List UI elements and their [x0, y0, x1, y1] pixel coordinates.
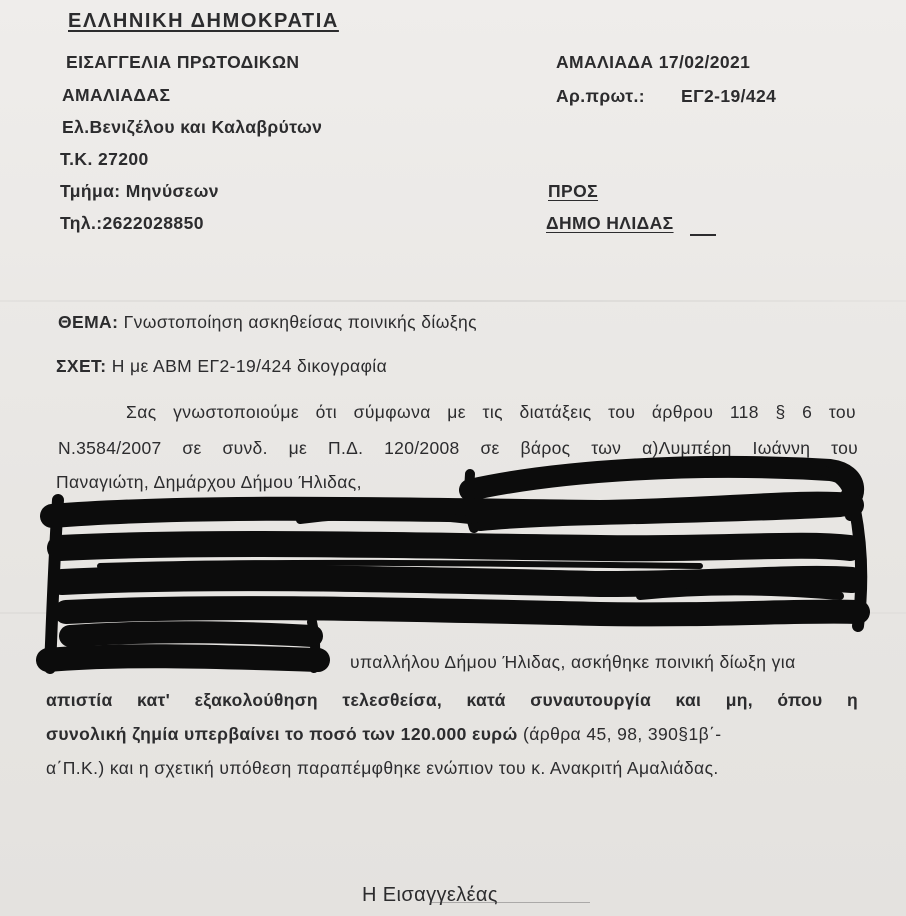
total-damage-statement: συνολική ζημία υπερβαίνει το ποσό των 120.000 ευρώ — [46, 724, 518, 744]
redaction-stroke — [66, 608, 858, 614]
subject-label: ΘΕΜΑ: — [58, 312, 119, 332]
redaction-stroke — [60, 544, 850, 548]
country-heading: ΕΛΛΗΝΙΚΗ ΔΗΜΟΚΡΑΤΙΑ — [68, 10, 339, 32]
office-name-line1: ΕΙΣΑΓΓΕΛΙΑ ΠΡΩΤΟΔΙΚΩΝ — [66, 52, 300, 72]
redaction-stroke — [100, 563, 700, 566]
phone-number: Τηλ.:2622028850 — [60, 213, 204, 233]
subject-text: Γνωστοποίηση ασκηθείσας ποινικής δίωξης — [123, 312, 477, 332]
redaction-stroke — [312, 622, 315, 668]
office-name-line2: ΑΜΑΛΙΑΔΑΣ — [62, 85, 171, 105]
redaction-stroke — [62, 578, 852, 584]
office-address: Ελ.Βενιζέλου και Καλαβρύτων — [62, 117, 323, 137]
redaction-stroke — [640, 591, 840, 596]
redaction-stroke — [50, 500, 58, 668]
body-line-3: Παναγιώτη, Δημάρχου Δήμου Ήλιδας, — [56, 472, 362, 492]
place-date: ΑΜΑΛΙΑΔΑ 17/02/2021 — [556, 52, 751, 72]
body-line-11: α΄Π.Κ.) και η σχετική υπόθεση παραπέμφθηκε ενώπιον του κ. Ανακριτή Αμαλιάδας. — [46, 758, 719, 778]
body-line-8: υπαλλήλου Δήμου Ήλιδας, ασκήθηκε ποινική δίωξη για — [350, 652, 796, 672]
postal-code: Τ.Κ. 27200 — [60, 149, 149, 169]
protocol-label: Αρ.πρωτ.: — [556, 86, 645, 106]
reference-text: Η με ΑΒΜ ΕΓ2-19/424 δικογραφία — [111, 356, 388, 376]
articles-reference: (άρθρα 45, 98, 390§1β΄- — [517, 724, 722, 744]
protocol-number: ΕΓ2-19/424 — [681, 86, 777, 106]
department: Τμήμα: Μηνύσεων — [60, 181, 219, 201]
body-line-1-text: Σας γνωστοποιούμε ότι σύμφωνα με τις διατάξεις του άρθρου 118 § 6 του — [126, 402, 856, 422]
signature-title: Η Εισαγγελέας — [362, 884, 498, 906]
body-line-9: απιστία κατ' εξακολούθηση τελεσθείσα, κατά συναυτουργία και μη, όπου η — [46, 690, 858, 710]
redaction-stroke — [70, 632, 312, 636]
reference-label: ΣΧΕΤ: — [56, 356, 107, 376]
recipient-label: ΠΡΟΣ — [548, 181, 599, 201]
redaction-stroke — [48, 656, 318, 660]
body-line-2: Ν.3584/2007 σε συνδ. με Π.Δ. 120/2008 σε βάρος των α)Λυμπέρη Ιωάννη του — [58, 438, 858, 458]
recipient-name: ΔΗΜΟ ΗΛΙΔΑΣ — [546, 213, 674, 233]
